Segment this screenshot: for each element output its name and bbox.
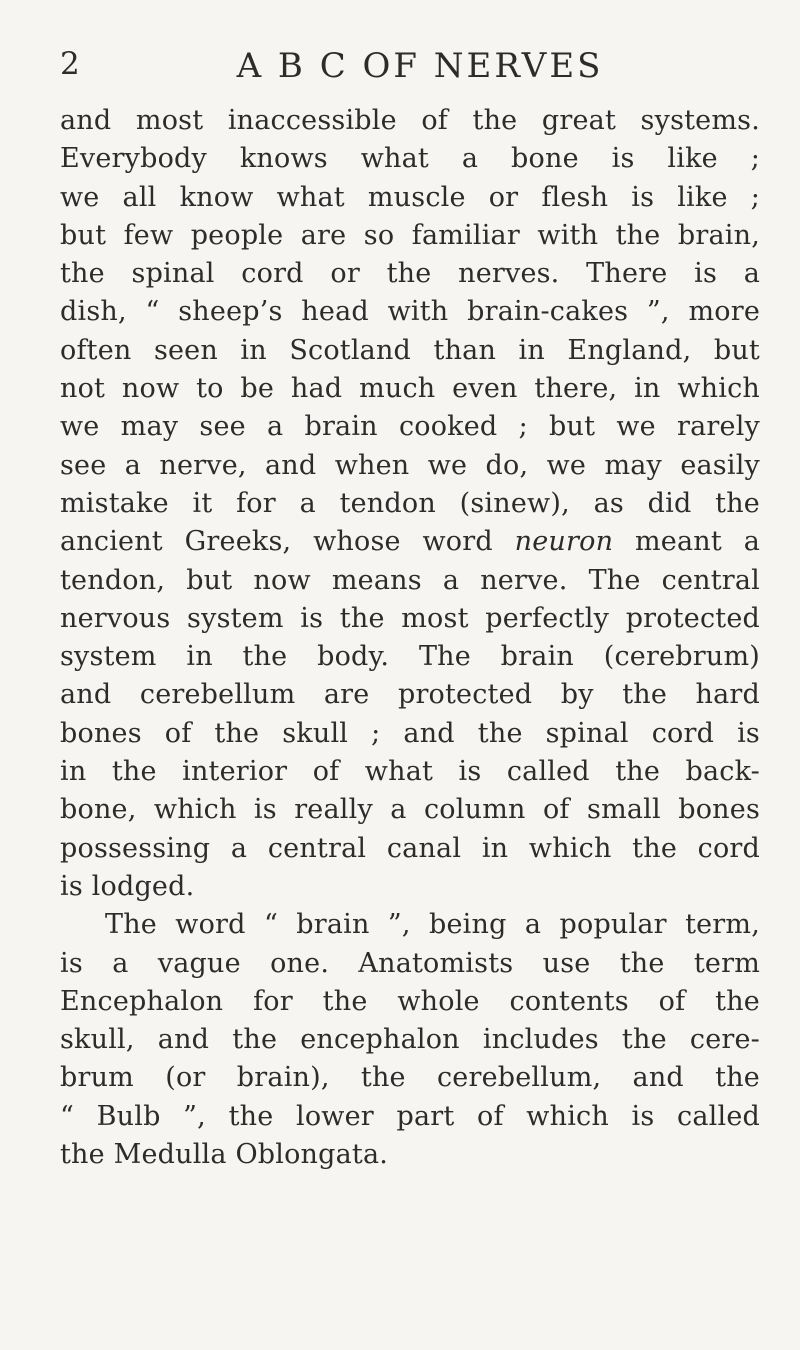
text-line: The word “ brain ”, being a popular term, bbox=[105, 909, 760, 941]
text-line: in the interior of what is called the back- bbox=[60, 756, 760, 788]
running-title: A B C OF NERVES bbox=[236, 46, 604, 86]
text-line: dish, “ sheep’s head with brain-cakes ”, more bbox=[60, 296, 760, 328]
text-line: Encephalon for the whole contents of the bbox=[60, 985, 760, 1017]
text-line: mistake it for a tendon (sinew), as did the bbox=[60, 487, 760, 519]
text-line: possessing a central canal in which the cord bbox=[60, 832, 760, 864]
text-line: we all know what muscle or flesh is like ; bbox=[60, 181, 760, 213]
text-line: Everybody knows what a bone is like ; bbox=[60, 143, 760, 175]
text-line: not now to be had much even there, in which bbox=[60, 373, 760, 405]
text-line: bone, which is really a column of small bones bbox=[60, 794, 760, 826]
text-line-with-italic bbox=[60, 523, 760, 561]
italic-term-neuron: neuron bbox=[514, 526, 614, 558]
text-line: is lodged. bbox=[60, 870, 195, 902]
text-line: the Medulla Oblongata. bbox=[60, 1139, 389, 1171]
text-line: tendon, but now means a nerve. The central bbox=[60, 564, 760, 596]
text-line: the spinal cord or the nerves. There is a bbox=[60, 258, 760, 290]
text-line: see a nerve, and when we do, we may easily bbox=[60, 449, 760, 481]
text-line: but few people are so familiar with the brain, bbox=[60, 219, 760, 251]
text-line: and cerebellum are protected by the hard bbox=[60, 679, 760, 711]
text-line: skull, and the encephalon includes the cere- bbox=[60, 1024, 760, 1056]
text-line: bones of the skull ; and the spinal cord is bbox=[60, 717, 760, 749]
text-fragment: meant a bbox=[634, 526, 760, 558]
page-number: 2 bbox=[60, 46, 81, 82]
text-line: and most inaccessible of the great systems. bbox=[60, 105, 760, 136]
text-line: brum (or brain), the cerebellum, and the bbox=[60, 1062, 760, 1094]
text-line: we may see a brain cooked ; but we rarely bbox=[60, 411, 760, 443]
text-line: is a vague one. Anatomists use the term bbox=[60, 947, 760, 979]
text-line: “ Bulb ”, the lower part of which is called bbox=[60, 1100, 760, 1132]
text-line: system in the body. The brain (cerebrum) bbox=[60, 641, 760, 673]
text-fragment: ancient Greeks, whose word bbox=[60, 526, 493, 558]
body-text bbox=[60, 102, 760, 1174]
text-line: nervous system is the most perfectly protected bbox=[60, 602, 760, 634]
page-header bbox=[60, 38, 740, 98]
text-line: often seen in Scotland than in England, but bbox=[60, 334, 760, 366]
